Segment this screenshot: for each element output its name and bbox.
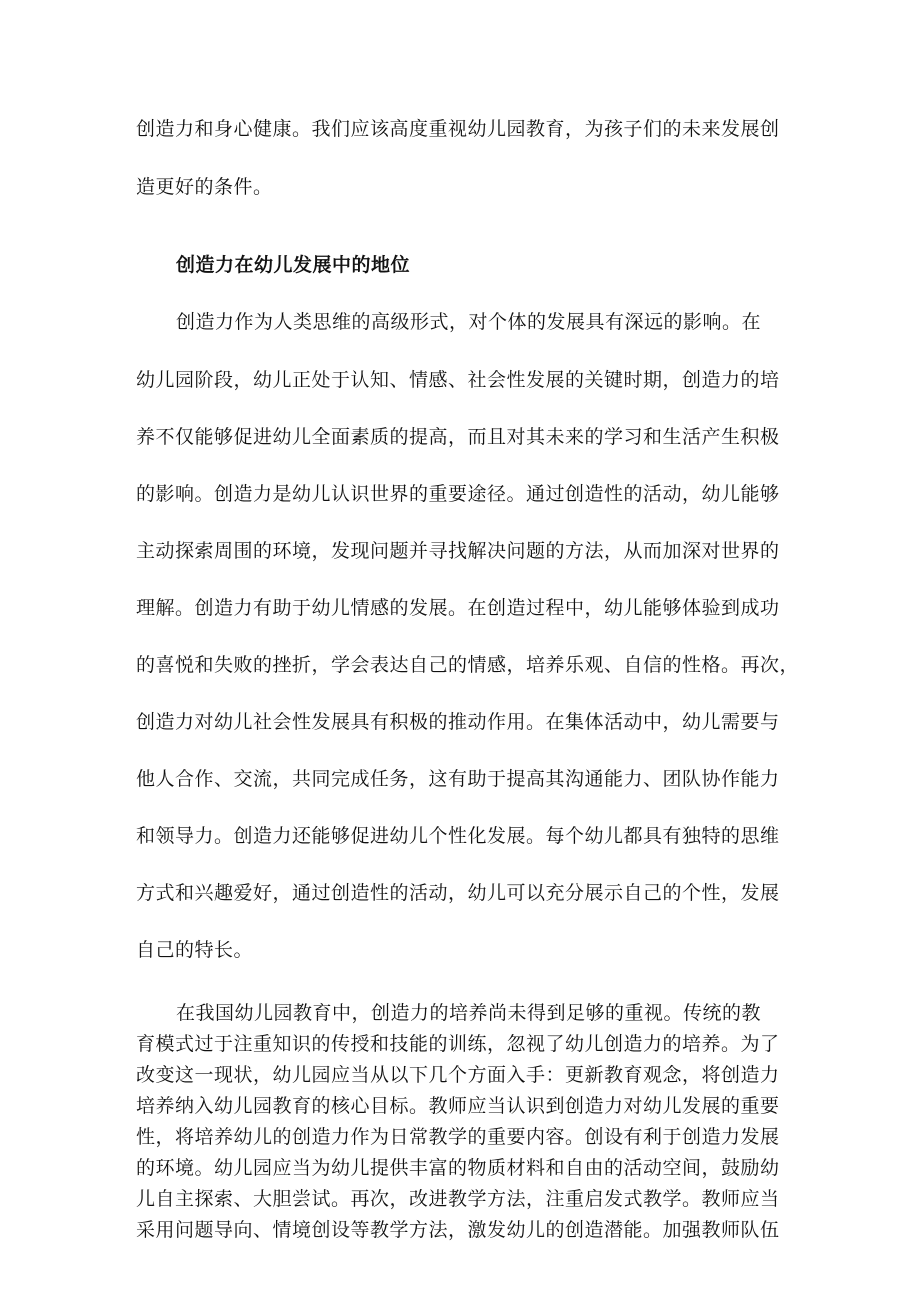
text-line: 他人合作、交流，共同完成任务，这有助于提高其沟通能力、团队协作能力 [136,768,780,790]
text-line: 自己的特长。 [136,939,254,961]
text-line: 理解。创造力有助于幼儿情感的发展。在创造过程中，幼儿能够体验到成功 [136,597,780,619]
text-line: 儿自主探索、大胆尝试。再次，改进教学方法，注重启发式教学。教师应当 [136,1188,780,1210]
text-line: 的环境。幼儿园应当为幼儿提供丰富的物质材料和自由的活动空间，鼓励幼 [136,1157,780,1179]
text-line: 育模式过于注重知识的传授和技能的训练，忽视了幼儿创造力的培养。为了 [136,1033,780,1055]
text-line: 培养纳入幼儿园教育的核心目标。教师应当认识到创造力对幼儿发展的重要 [136,1095,780,1117]
text-line: 的影响。创造力是幼儿认识世界的重要途径。通过创造性的活动，幼儿能够 [136,483,780,505]
text-line: 性，将培养幼儿的创造力作为日常教学的重要内容。创设有利于创造力发展 [136,1126,780,1148]
text-line: 的喜悦和失败的挫折，学会表达自己的情感，培养乐观、自信的性格。再次， [136,654,800,676]
text-line: 创造力对幼儿社会性发展具有积极的推动作用。在集体活动中，幼儿需要与 [136,711,780,733]
text-line: 在我国幼儿园教育中，创造力的培养尚未得到足够的重视。传统的教 [176,1002,762,1024]
text-line: 养不仅能够促进幼儿全面素质的提高，而且对其未来的学习和生活产生积极 [136,426,780,448]
text-line: 造更好的条件。 [136,176,273,198]
text-line: 方式和兴趣爱好，通过创造性的活动，幼儿可以充分展示自己的个性，发展 [136,882,780,904]
text-line: 创造力作为人类思维的高级形式，对个体的发展具有深远的影响。在 [176,311,762,333]
text-line: 采用问题导向、情境创设等教学方法，激发幼儿的创造潜能。加强教师队伍 [136,1219,780,1241]
text-line: 改变这一现状，幼儿园应当从以下几个方面入手：更新教育观念，将创造力 [136,1064,780,1086]
text-line: 主动探索周围的环境，发现问题并寻找解决问题的方法，从而加深对世界的 [136,540,780,562]
text-line: 幼儿园阶段，幼儿正处于认知、情感、社会性发展的关键时期，创造力的培 [136,369,780,391]
text-line: 和领导力。创造力还能够促进幼儿个性化发展。每个幼儿都具有独特的思维 [136,825,780,847]
text-line: 创造力和身心健康。我们应该高度重视幼儿园教育，为孩子们的未来发展创 [136,118,780,140]
section-heading: 创造力在幼儿发展中的地位 [176,254,411,276]
